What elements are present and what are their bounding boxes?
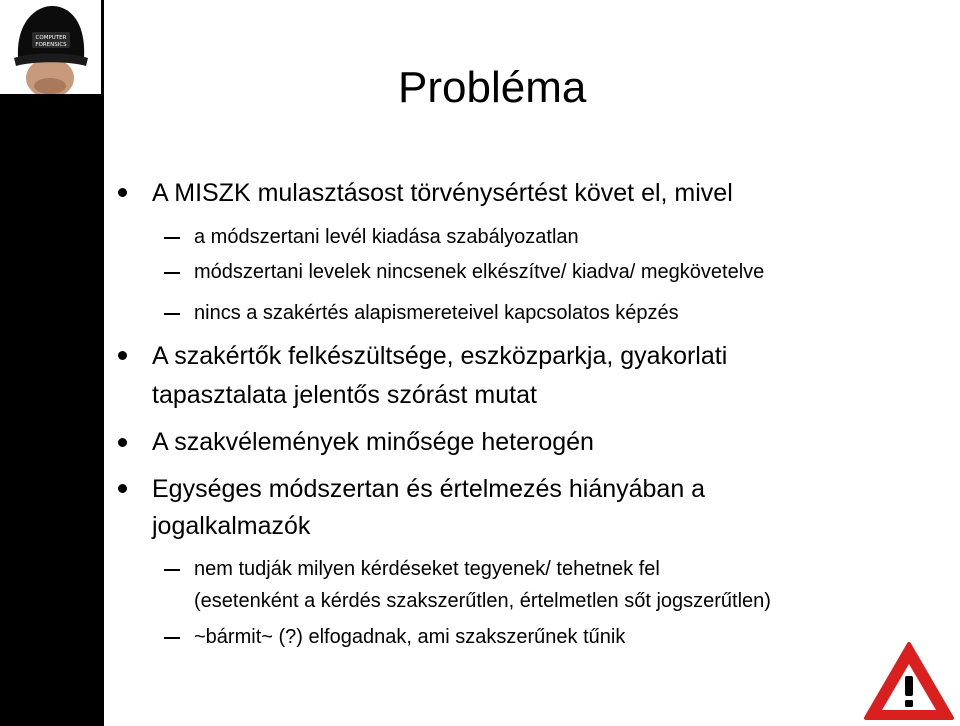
list-item-text: jogalkalmazók [152, 512, 311, 540]
list-item-text: módszertani levelek nincsenek elkészítve/ kiadva/ megkövetelve [194, 261, 765, 283]
dash-icon [164, 272, 180, 274]
dash-icon [164, 237, 180, 239]
slide-title: Probléma [398, 63, 587, 112]
list-item-text: ~bármit~ (?) elfogadnak, ami szakszerűnek tűnik [194, 626, 626, 648]
list-item-text: (esetenként a kérdés szakszerűtlen, értelmetlen sőt jogszerűtlen) [194, 590, 771, 612]
list-item-text: tapasztalata jelentős szórást mutat [152, 381, 537, 409]
list-item-text: A szakvélemények minősége heterogén [152, 428, 594, 456]
dash-icon [164, 637, 180, 639]
bullet-icon [118, 438, 127, 447]
logo-caption-line2: FORENSICS [35, 42, 67, 48]
bullet-icon [118, 188, 127, 197]
list-item-text: A szakértők felkészültsége, eszközparkja, gyakorlati [152, 342, 728, 370]
dash-icon [164, 313, 180, 315]
logo-caption-line1: COMPUTER [35, 35, 67, 41]
list-item-text: A MISZK mulasztásost törvénysértést követ el, mivel [152, 179, 733, 207]
warning-triangle-icon [862, 640, 956, 722]
list-item-text: nem tudják milyen kérdéseket tegyenek/ tehetnek fel [194, 558, 660, 580]
list-item-text: a módszertani levél kiadása szabályozatlan [194, 226, 579, 248]
bullet-icon [118, 351, 127, 360]
list-item-text: Egységes módszertan és értelmezés hiányában a [152, 475, 706, 503]
dash-icon [164, 569, 180, 571]
list-item-text: nincs a szakértés alapismereteivel kapcsolatos képzés [194, 302, 679, 324]
bullet-icon [118, 484, 127, 493]
